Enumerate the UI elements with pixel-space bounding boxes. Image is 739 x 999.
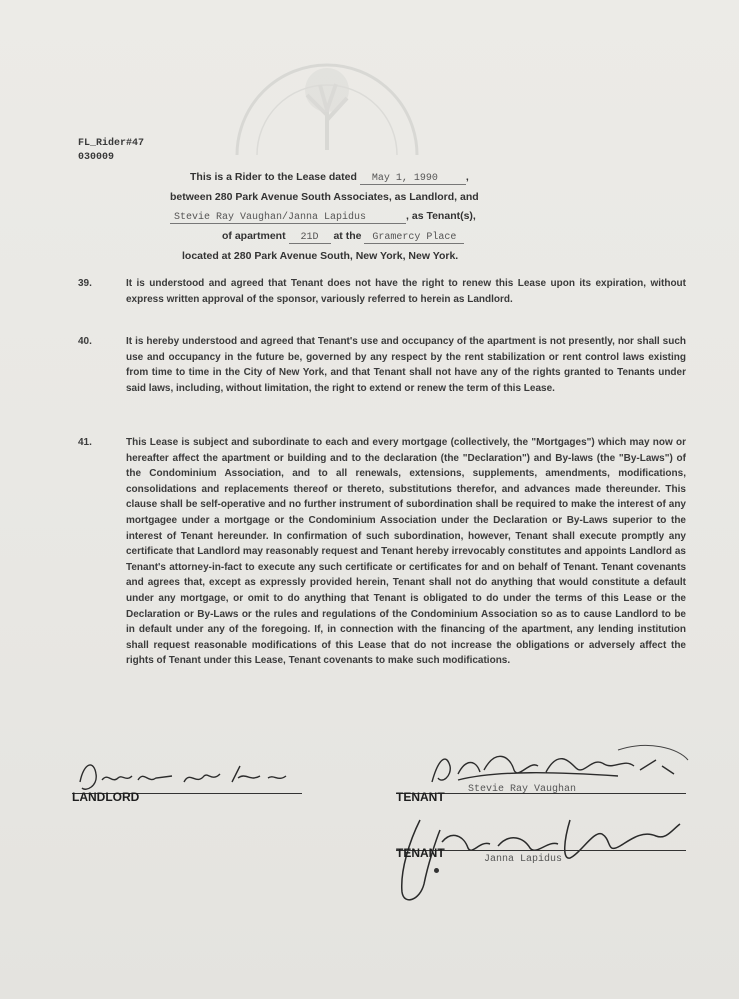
rider-header bbox=[170, 168, 590, 266]
file-ref-line-2: 030009 bbox=[78, 152, 115, 163]
ink-dot bbox=[434, 868, 439, 873]
tenant-2-typed-name: Janna Lapidus bbox=[484, 854, 563, 865]
tenant-names: Stevie Ray Vaughan/Janna Lapidus bbox=[170, 212, 406, 224]
rider-line-1: This is a Rider to the Lease dated May 1, 1990 , bbox=[190, 171, 469, 184]
clause-41 bbox=[78, 435, 686, 669]
clause-number: 39. bbox=[78, 278, 92, 289]
rider-line-3 bbox=[170, 207, 590, 227]
rider-line-2: between 280 Park Avenue South Associates, as Landlord, and bbox=[170, 191, 479, 203]
tenant-1-typed-name: Stevie Ray Vaughan bbox=[468, 784, 577, 795]
as-tenants: , as Tenant(s), bbox=[406, 210, 476, 222]
tenant-1-label: TENANT bbox=[396, 790, 445, 804]
rider-line-4 bbox=[170, 227, 590, 247]
tenant-2-label: TENANT bbox=[396, 846, 445, 860]
clause-text: It is understood and agreed that Tenant does not have the right to renew this Lease upon its expiration, without express written approval of the sponsor, variously referred to herein as Landlord. bbox=[126, 278, 686, 305]
lease-date: May 1, 1990 bbox=[360, 173, 466, 185]
clause-number: 41. bbox=[78, 437, 92, 448]
rider-intro: This is a Rider to the Lease dated bbox=[190, 171, 357, 183]
building-name: Gramercy Place bbox=[364, 232, 464, 244]
apartment-label: of apartment bbox=[222, 230, 286, 242]
rider-line-5: located at 280 Park Avenue South, New York, New York. bbox=[182, 250, 459, 262]
clause-40 bbox=[78, 334, 686, 396]
at-the: at the bbox=[333, 230, 362, 242]
file-ref-line-1: FL_Rider#47 bbox=[78, 138, 145, 149]
file-reference bbox=[78, 137, 144, 165]
apartment-number: 21D bbox=[289, 232, 331, 244]
landlord-label: LANDLORD bbox=[72, 790, 140, 804]
clause-text: It is hereby understood and agreed that Tenant's use and occupancy of the apartment is not presently, nor shall such use and occupancy in the future be, governed by any respect by the rent stabilization or rent control laws existing from time to time in the City of New York, and that Tenant shall not have any of the rights granted to Tenants under said laws, including, without limitation, the right to extend or renew the term of this Lease. bbox=[126, 336, 686, 394]
gramercy-park-seal bbox=[222, 40, 432, 160]
clause-39 bbox=[78, 276, 686, 307]
clause-text: This Lease is subject and subordinate to each and every mortgage (collectively, the "Mortgages") which may now or hereafter affect the apartment or building and to the declaration (the "Declaration") and By-laws (the "By-Laws") of the Condominium Association, and to all renewals, extensions, supplements, amendments, modifications, consolidations and replacements thereof or thereto, substitutions therefor, and advances made thereunder. This clause shall be self-operative and no further instrument of subordination shall be required to make the interest of any mortgagee under a mortgage or the Condominium Association under the Declaration or By-Laws superior to the interest of Tenant hereunder. In confirmation of such subordination, however, Tenant shall execute promptly any certificate that Landlord may reasonably request and Tenant hereby irrevocably constitutes and appoints Landlord as Tenant's attorney-in-fact to execute any such certificate or certificates for and on behalf of Tenant. Tenant covenants and agrees that, except as expressly provided herein, Tenant shall not do anything that would constitute a default under any mortgage, or omit to do anything that Tenant is obligated to do under the terms of this Lease or the Declaration or By-Laws or the rules and regulations of the Condominium Association so as to cause Landlord to be in default under any of the foregoing. If, in connection with the financing of the apartment, any lending institution shall request reasonable modifications of this Lease that do not increase the obligations or adversely affect the rights of Tenant under this Lease, Tenant covenants to make such modifications. bbox=[126, 437, 686, 667]
clause-number: 40. bbox=[78, 336, 92, 347]
